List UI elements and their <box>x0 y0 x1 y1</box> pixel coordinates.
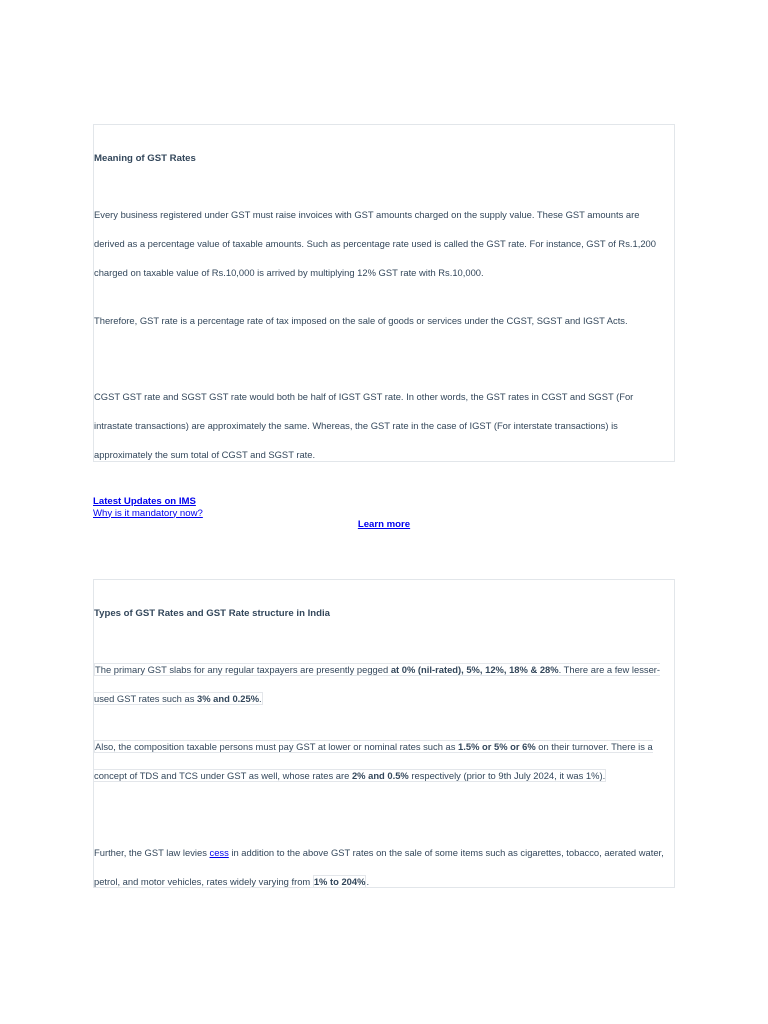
cess-link[interactable]: cess <box>209 847 229 858</box>
bold-text: at 0% (nil-rated), 5%, 12%, 18% & 28% <box>390 664 559 675</box>
text: The primary GST slabs for any regular taxpayers are presently pegged <box>95 664 391 675</box>
paragraph <box>94 732 672 790</box>
text: respectively (prior to 9th July 2024, it was 1%). <box>408 770 606 782</box>
text: . <box>259 693 262 705</box>
paragraph: Therefore, GST rate is a percentage rate of tax imposed on the sale of goods or services under the CGST, SGST and IGST Acts. <box>94 315 628 326</box>
meaning-of-gst-rates-section <box>93 124 675 462</box>
why-mandatory-link[interactable]: Why is it mandatory now? <box>93 507 203 519</box>
bold-text: 3% and 0.25% <box>197 693 260 705</box>
text: Further, the GST law levies <box>94 847 210 858</box>
latest-updates-link[interactable]: Latest Updates on IMS <box>93 496 196 507</box>
bold-text: 1.5% or 5% or 6% <box>458 741 536 752</box>
paragraph: Every business registered under GST must raise invoices with GST amounts charged on the supply value. These GST amounts are derived as a percentage value of taxable amounts. Such as percentage rate used is called the GST rate. For instance, GST of Rs.1,200 charged on taxable value of Rs.10,000 is arrived by multiplying 12% GST rate with Rs.10,000. <box>94 209 656 279</box>
bold-text: 1% to 204% <box>313 876 366 888</box>
highlighted-text <box>94 740 653 782</box>
text: . There are a few lesser-used GST rates such as <box>94 664 661 705</box>
update-links <box>93 496 203 519</box>
text: Also, the composition taxable persons must pay GST at lower or nominal rates such as <box>95 741 459 752</box>
highlighted-text <box>94 663 660 705</box>
section-heading: Meaning of GST Rates <box>94 153 196 164</box>
section-heading: Types of GST Rates and GST Rate structure in India <box>94 608 330 619</box>
learn-more-container <box>0 519 768 530</box>
paragraph: CGST GST rate and SGST GST rate would both be half of IGST GST rate. In other words, the GST rates in CGST and SGST (For intrastate transactions) are approximately the same. Whereas, the GST rate in the case of IGST (For interstate transactions) is approximately the sum total of CGST and SGST rate. <box>94 391 634 461</box>
text: on their turnover. There is a concept of TDS and TCS under GST as well, whose rates are <box>94 741 653 782</box>
bold-text: 2% and 0.5% <box>351 770 409 782</box>
learn-more-link[interactable]: Learn more <box>357 519 411 530</box>
types-of-gst-rates-section <box>93 579 675 888</box>
text: . <box>366 876 370 888</box>
text: in addition to the above GST rates on the sale of some items such as cigarettes, tobacco, aerated water, petrol, and motor vehicles, rates widely varying from <box>94 847 664 888</box>
paragraph <box>94 655 672 713</box>
paragraph <box>94 838 672 888</box>
